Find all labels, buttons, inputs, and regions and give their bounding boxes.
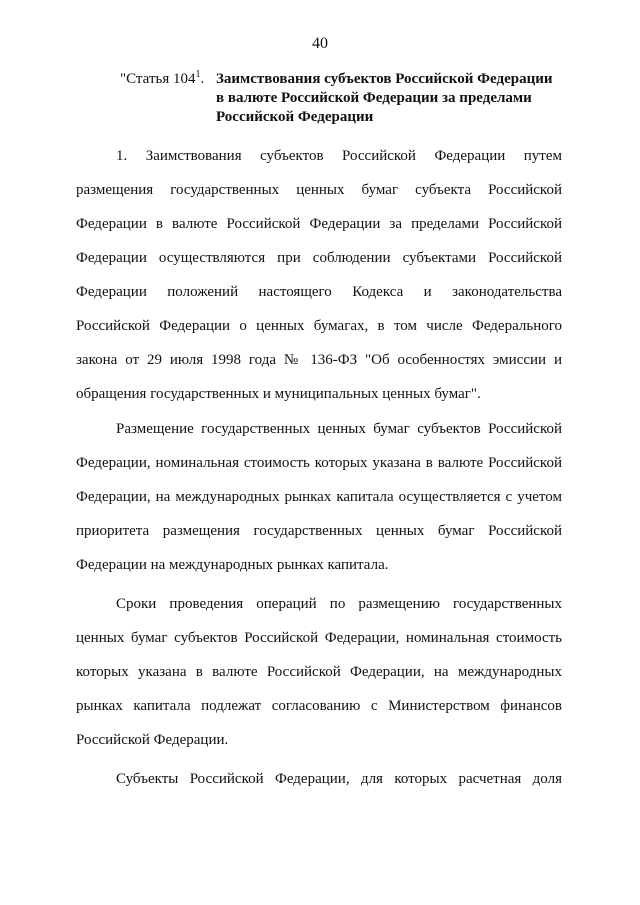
- text-line: рынках капитала подлежат согласованию с Министерством финансов: [76, 698, 562, 714]
- text-line: обращения государственных и муниципальных ценных бумаг".: [76, 386, 481, 402]
- article-label-text: "Статья 104: [120, 71, 196, 87]
- text-line: Размещение государственных ценных бумаг субъектов Российской: [116, 421, 562, 437]
- text-line: Сроки проведения операций по размещению государственных: [116, 596, 562, 612]
- paragraph-4: [76, 762, 562, 796]
- article-title-line: Заимствования субъектов Российской Федерации: [216, 71, 553, 87]
- article-title-line: в валюте Российской Федерации за пределами: [216, 90, 532, 106]
- article-label-suffix: .: [200, 71, 205, 87]
- text-line: Федерации осуществляются при соблюдении субъектами Российской: [76, 250, 562, 266]
- paragraph-1: [76, 139, 562, 411]
- text-line: ценных бумаг субъектов Российской Федерации, номинальная стоимость: [76, 630, 562, 646]
- text-line: Российской Федерации.: [76, 732, 229, 748]
- article-label-superscript: 1: [195, 69, 201, 80]
- paragraph-2: [76, 412, 562, 582]
- article-title: [216, 70, 576, 127]
- text-line: Федерации положений настоящего Кодекса и законодательства: [76, 284, 562, 300]
- text-line: приоритета размещения государственных ценных бумаг Российской: [76, 523, 562, 539]
- text-line: размещения государственных ценных бумаг субъекта Российской: [76, 182, 562, 198]
- article-title-line: Российской Федерации: [216, 109, 374, 125]
- text-line: Федерации на международных рынках капитала.: [76, 557, 389, 573]
- text-line: Субъекты Российской Федерации, для которых расчетная доля: [116, 771, 562, 787]
- text-line: закона от 29 июля 1998 года № 136-ФЗ "Об особенностях эмиссии и: [76, 352, 562, 368]
- paragraph-3: [76, 587, 562, 757]
- text-line: Федерации в валюте Российской Федерации за пределами Российской: [76, 216, 562, 232]
- text-line: Федерации, на международных рынках капитала осуществляется с учетом: [76, 489, 562, 505]
- article-label: [120, 70, 204, 89]
- text-line: 1. Заимствования субъектов Российской Федерации путем: [116, 148, 562, 164]
- text-line: Федерации, номинальная стоимость которых указана в валюте Российской: [76, 455, 562, 471]
- text-line: которых указана в валюте Российской Федерации, на международных: [76, 664, 562, 680]
- page-number: 40: [312, 35, 328, 52]
- text-line: Российской Федерации о ценных бумагах, в том числе Федерального: [76, 318, 562, 334]
